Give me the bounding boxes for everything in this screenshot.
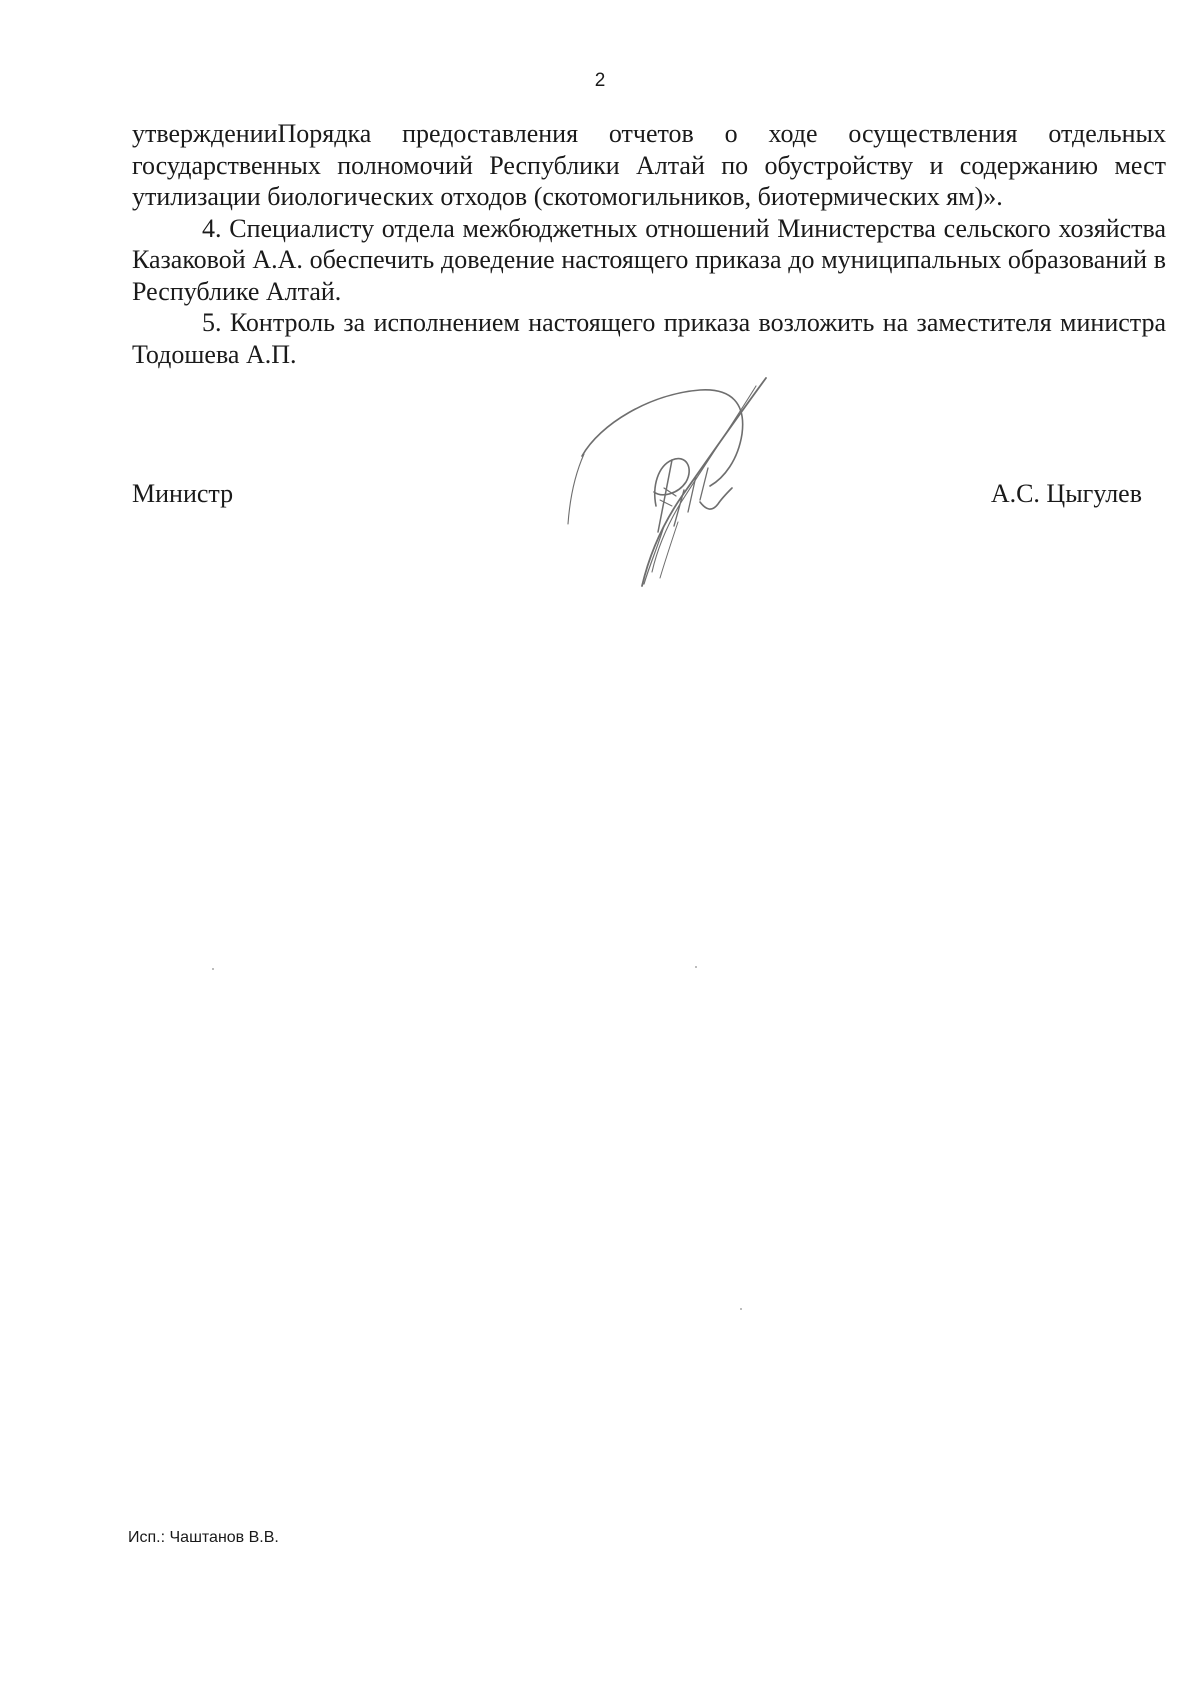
signatory-name: А.С. Цыгулев — [990, 479, 1142, 508]
document-body — [132, 118, 1166, 370]
scan-speck — [695, 966, 697, 968]
scan-speck — [212, 968, 214, 970]
paragraph-item-5: 5. Контроль за исполнением настоящего приказа возложить на заместителя министра Тодошева А.П. — [132, 308, 1166, 369]
paragraph-approval-reference: утвержденииПорядка предоставления отчетов о ходе осуществления отдельных государственных полномочий Республики Алтай по обустройству и содержанию мест утилизации биологических отходов (скотомогильников, биотермических ям)». — [132, 119, 1166, 211]
page-number: 2 — [594, 70, 606, 91]
signatory-title: Министр — [132, 479, 234, 508]
handwritten-signature — [560, 376, 820, 596]
executor-note: Исп.: Чаштанов В.В. — [128, 1529, 279, 1546]
scan-speck — [740, 1308, 742, 1310]
paragraph-item-4: 4. Специалисту отдела межбюджетных отношений Министерства сельского хозяйства Казаковой А.А. обеспечить доведение настоящего приказа до муниципальных образований в Республике Алтай. — [132, 213, 1166, 306]
